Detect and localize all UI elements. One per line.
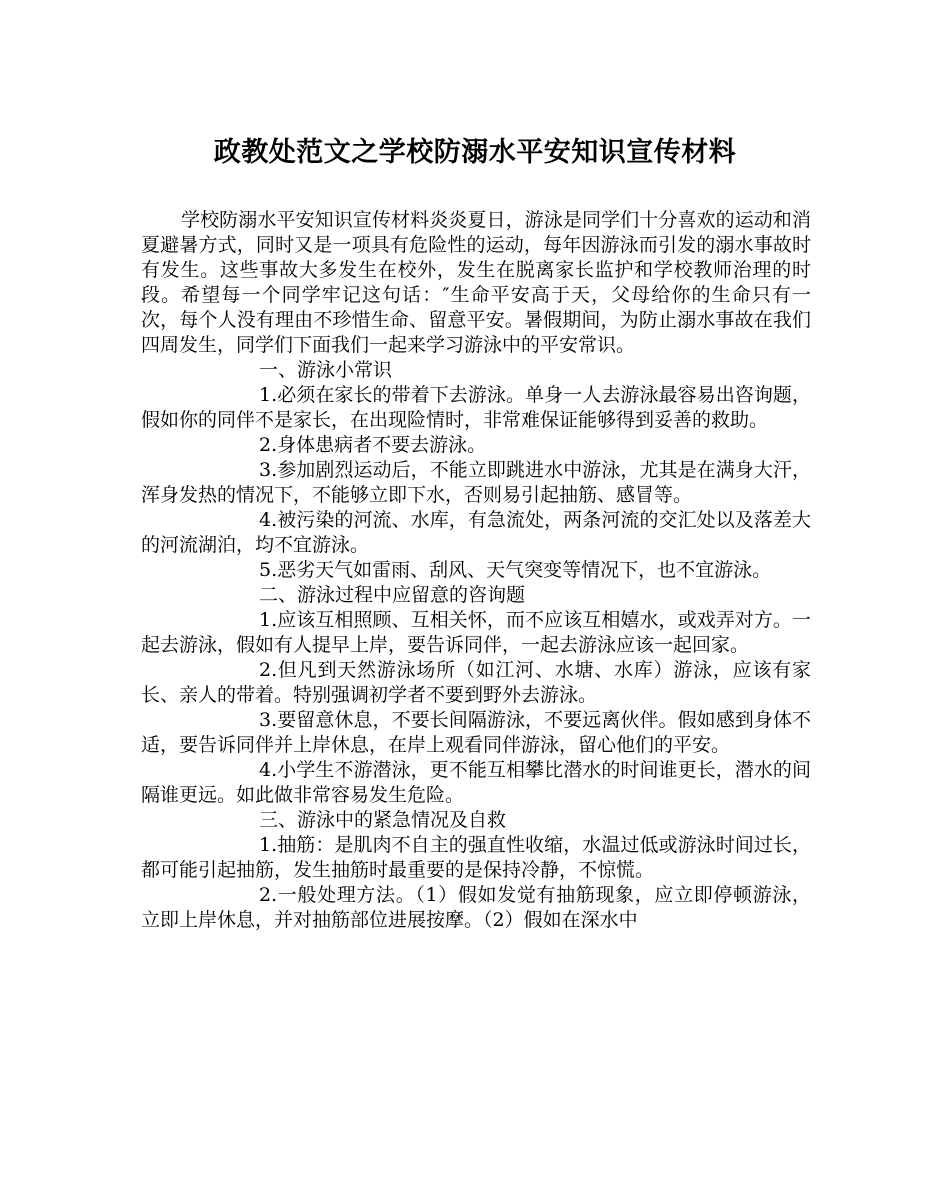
list-item: 3.要留意休息，不要长间隔游泳，不要远离伙伴。假如感到身体不适，要告诉同伴并上岸休息，在岸上观看同伴游泳，留心他们的平安。 (141, 709, 811, 756)
document-body (141, 208, 811, 933)
section-heading-1: 一、游泳小常识 (259, 359, 393, 381)
section-heading-3: 三、游泳中的紧急情况及自救 (259, 809, 507, 831)
list-item: 1.必须在家长的带着下去游泳。单身一人去游泳最容易出咨询题，假如你的同伴不是家长，在出现险情时，非常难保证能够得到妥善的救助。 (141, 384, 811, 431)
list-item: 1.应该互相照顾、互相关怀，而不应该互相嬉水，或戏弄对方。一起去游泳，假如有人提早上岸，要告诉同伴，一起去游泳应该一起回家。 (141, 609, 811, 656)
list-item: 4.小学生不游潜泳，更不能互相攀比潜水的时间谁更长，潜水的间隔谁更远。如此做非常容易发生危险。 (141, 759, 811, 806)
list-item: 4.被污染的河流、水库，有急流处，两条河流的交汇处以及落差大的河流湖泊，均不宜游泳。 (141, 509, 811, 556)
intro-paragraph: 学校防溺水平安知识宣传材料炎炎夏日，游泳是同学们十分喜欢的运动和消夏避暑方式，同时又是一项具有危险性的运动，每年因游泳而引发的溺水事故时有发生。这些事故大多发生在校外，发生在脱离家长监护和学校教师治理的时段。希望每一个同学牢记这句话：″生命平安高于天，父母给你的生命只有一次，每个人没有理由不珍惜生命、留意平安。暑假期间，为防止溺水事故在我们四周发生，同学们下面我们一起来学习游泳中的平安常识。 (141, 209, 811, 356)
list-item: 2.一般处理方法。（1）假如发觉有抽筋现象，应立即停顿游泳，立即上岸休息，并对抽筋部位进展按摩。（2）假如在深水中 (141, 884, 811, 931)
list-item: 2.但凡到天然游泳场所（如江河、水塘、水库）游泳，应该有家长、亲人的带着。特别强调初学者不要到野外去游泳。 (141, 659, 811, 706)
list-item: 1.抽筋：是肌肉不自主的强直性收缩，水温过低或游泳时间过长，都可能引起抽筋，发生抽筋时最重要的是保持冷静，不惊慌。 (141, 834, 811, 881)
list-item: 5.恶劣天气如雷雨、刮风、天气突变等情况下，也不宜游泳。 (259, 559, 772, 581)
section-heading-2: 二、游泳过程中应留意的咨询题 (259, 584, 526, 606)
list-item: 2.身体患病者不要去游泳。 (259, 434, 487, 456)
list-item: 3.参加剧烈运动后，不能立即跳进水中游泳，尤其是在满身大汗，浑身发热的情况下，不能够立即下水，否则易引起抽筋、感冒等。 (141, 459, 811, 506)
document-title: 政教处范文之学校防溺水平安知识宣传材料 (213, 137, 737, 168)
